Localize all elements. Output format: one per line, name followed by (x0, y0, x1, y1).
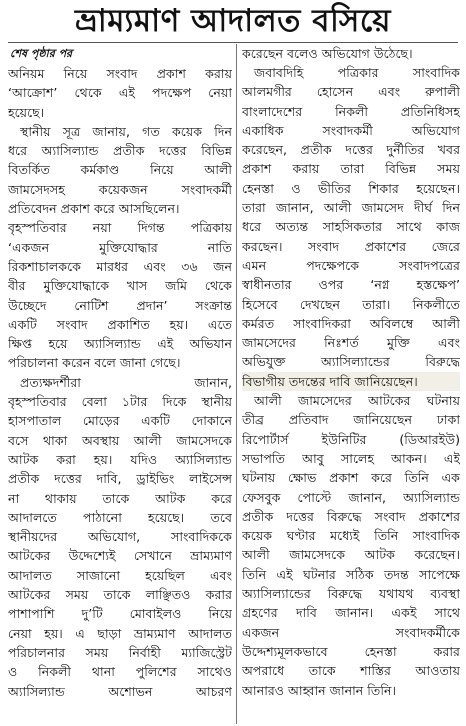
right-column-body (242, 44, 460, 700)
article-text-line: ফেসবুক পোস্টে জানান, অ্যাসিল্যান্ড (242, 489, 460, 505)
article-text-line: উচ্ছেদে নোটিশ প্রদান’ সংক্রান্ত (8, 297, 232, 313)
article-text-line: অনিয়ম নিয়ে সংবাদ প্রকাশ করায় (8, 66, 232, 81)
continuation-kicker: শেষ পৃষ্ঠার পর (10, 47, 73, 60)
article-text-line: আদালতে পাঠানো হয়েছে। তবে (8, 509, 232, 525)
article-text-line: জবাবদিহি পত্রিকার সাংবাদিক (254, 65, 460, 80)
article-text-line: নেয়া হয়। এ ছাড়া ভ্রাম্যমাণ আদালত (8, 625, 232, 641)
article-text-line: পরিচালনা করেন বলে জানা গেছে। (8, 355, 181, 371)
article-text-line: অপরাধে তাকে শাস্তির আওতায় (242, 663, 460, 679)
article-text-line: সভাপতি আবু সালেহ আকন। এই (242, 450, 460, 466)
article-text-line: ধরে অ্যাসিল্যান্ড প্রতীক দত্তের বিভিন্ন (8, 143, 232, 159)
left-column-body (8, 64, 232, 701)
article-text-line: একজন সংবাদকর্মীকে (242, 624, 460, 640)
article-column-right (242, 44, 460, 724)
article-text-line: পাশাপাশি দু’টি মোবাইলও নিয়ে (8, 606, 232, 622)
article-text-line: জামসেদের নিঃশর্ত মুক্তি এবং (242, 335, 460, 351)
headline: ভ্রাম্যমাণ আদালত বসিয়ে (74, 3, 392, 39)
article-text-line: উদ্দেশ্যমূলকভাবে হেনস্তা করার (242, 643, 460, 659)
article-text-line: আটকের সময় তাকে লাঞ্ছিতও করার (8, 587, 232, 603)
article-text-line: বিভাগীয় তদন্তের দাবি জানিয়েছেন। (242, 372, 460, 391)
article-text-line: বিতর্কিত কর্মকাণ্ড নিয়ে আলী (8, 162, 232, 178)
article-text-line: প্রকাশ করায় তারা বিভিন্ন সময় (242, 161, 460, 177)
article-text-line: আলমগীর হোসেন এবং রুপালী (242, 84, 460, 100)
article-text-line: জামসেদসহ কয়েকজন সংবাদকর্মী (8, 181, 232, 197)
article-text-line: আলী জামসেদের আটকের ঘটনায় (254, 393, 460, 409)
article-text-line: প্রতিবেদন প্রকাশ করে আসছিলেন। (8, 201, 180, 217)
article-text-line: বীর মুক্তিযোদ্ধাকে খাস জমি থেকে (8, 278, 232, 294)
article-text-line: রিপোর্টার্স ইউনিটির (ডিআরইউ) (242, 431, 460, 447)
article-text-line: অভিযুক্ত অ্যাসিল্যান্ডের বিরুদ্ধে (242, 354, 460, 370)
article-text-line: স্থানীয় সূত্র জানায়, গত কয়েক দিন (20, 123, 232, 139)
article-text-line: হেনস্তা ও ভীতির শিকার হয়েছেন। (242, 180, 460, 196)
article-text-line: ক্ষিপ্ত হয়ে অ্যাসিল্যান্ড এই অভিযান (8, 336, 232, 352)
article-text-line: বৃহস্পতিবার নয়া দিগন্ত পত্রিকায় (8, 220, 232, 236)
article-text-line: ঘটনায় ক্ষোভ প্রকাশ করে তিনি এক (242, 470, 460, 486)
article-text-line: কর্মরত সাংবাদিকরা অবিলম্বে আলী (242, 315, 460, 331)
article-text-line: করেছেন, প্রতীক দত্তের দুর্নীতির খবর (242, 142, 460, 158)
article-text-line: রিকশাচালককে মারধর এবং ৩৬ জন (8, 258, 232, 274)
headline-rule (8, 42, 458, 43)
article-text-line: আদালত সাজানো হয়েছিল এবং (8, 567, 232, 583)
article-text-line: তিনি এই ঘটনার সঠিক তদন্ত সাপেক্ষে (242, 566, 460, 582)
article-text-line: পরিচালনার সময় নির্বাহী ম্যাজিস্ট্রেট (8, 644, 232, 660)
article-text-line: অ্যাসিল্যান্ডের বিরুদ্ধে যথাযথ ব্যবস্থা (242, 586, 460, 602)
article-text-line: বাংলাদেশের নিকলী প্রতিনিধিসহ (242, 103, 460, 119)
article-text-line: ধরে অত্যন্ত সাহসিকতার সাথে কাজ (242, 219, 460, 235)
article-text-line: বৃহস্পতিবার বেলা ১টার দিকে স্থানীয় (8, 394, 232, 410)
article-text-line: স্বাধীনতার ওপর ‘নগ্ন হস্তক্ষেপ’ (242, 277, 460, 293)
article-text-line: তারা জানান, আলী জামসেদ দীর্ঘ দিন (242, 200, 460, 216)
article-text-line: তীব্র প্রতিবাদ জানিয়েছেন ঢাকা (242, 412, 460, 428)
article-column-left (8, 44, 232, 724)
article-text-line: কয়েক ঘণ্টার মধ্যেই তিনি সাংবাদিক (242, 528, 460, 544)
article-text-line: ‘একজন মুক্তিযোদ্ধার নাতি (8, 239, 232, 255)
article-text-line: একটি সংবাদ প্রকাশিত হয়। এতে (8, 316, 232, 332)
article-text-line: করছেন। সংবাদ প্রকাশের জেরে (242, 238, 460, 254)
article-text-line: হিসেবে দেখছেন তারা। নিকলীতে (242, 296, 460, 312)
article-text-line: ও নিকলী থানা পুলিশের সাথেও (8, 664, 232, 680)
article-text-line: প্রতীক দত্তের বিরুদ্ধে সংবাদ প্রকাশের (242, 508, 460, 524)
article-text-line: আটক করা হয়। যদিও অ্যাসিল্যান্ড (8, 451, 232, 467)
article-text-line: ‘আক্রোশ’ থেকে এই পদক্ষেপ নেয়া (8, 85, 232, 101)
article-text-line: অ্যাসিল্যান্ড অশোভন আচরণ (8, 683, 232, 699)
article-text-line: আলী জামসেদকে আটক করেছেন। (242, 547, 460, 563)
article-text-line: বসে থাকা অবস্থায় আলী জামসেদকে (8, 432, 232, 448)
article-text-line: প্রতীক দত্তের দাবি, ড্রাইভিং লাইসেন্স (8, 471, 232, 487)
article-text-line: না থাকায় তাকে আটক করে (8, 490, 232, 506)
article-text-line: এমন পদক্ষেপকে সংবাদপত্রের (242, 257, 460, 273)
article-text-line: স্থানীয়দের অভিযোগ, সাংবাদিককে (8, 529, 232, 545)
article-text-line: একাধিক সংবাদকর্মী অভিযোগ (242, 122, 460, 138)
article-text-line: আনারও আহ্বান জানান তিনি। (242, 682, 396, 698)
article-text-line: হয়েছে। (8, 104, 45, 120)
article-text-line: আটকের উদ্দেশ্যেই সেখানে ভ্রাম্যমাণ (8, 548, 232, 564)
article-text-line: প্রত্যক্ষদর্শীরা জানান, (20, 374, 232, 390)
column-divider (236, 44, 237, 724)
article-text-line: হাসপাতাল মোড়ের একটি দোকানে (8, 413, 232, 429)
article-text-line: গ্রহণের দাবি জানান। একই সাথে (242, 605, 460, 621)
article-text-line: করেছেন বলেও অভিযোগ উঠেছে। (242, 46, 413, 61)
